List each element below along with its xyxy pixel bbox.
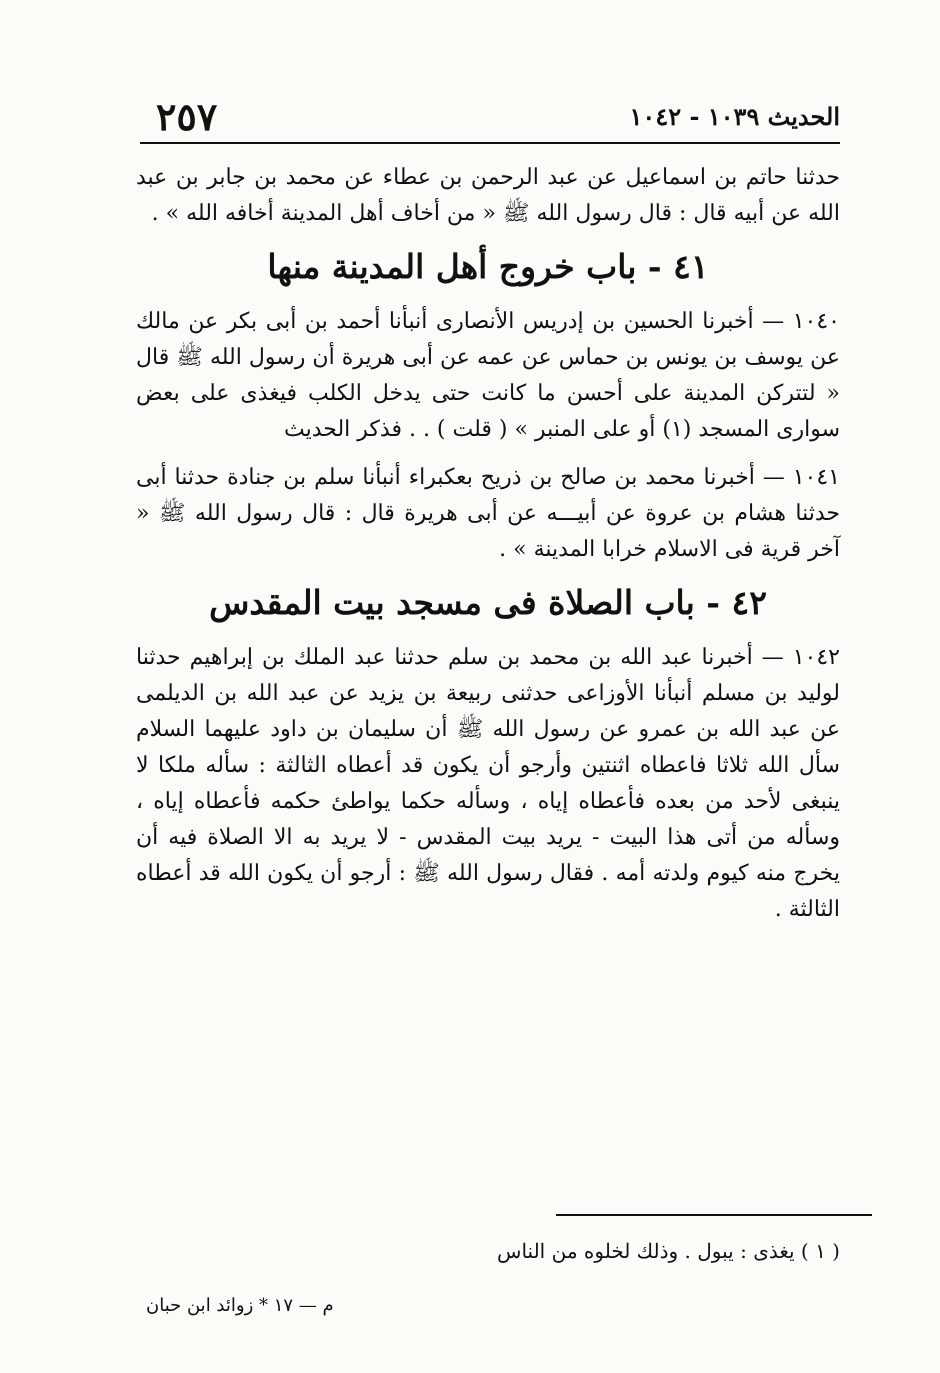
footnote-divider — [556, 1214, 872, 1216]
page-number: ٢٥٧ — [156, 94, 218, 139]
chapter-heading-41: ٤١ - باب خروج أهل المدينة منها — [267, 247, 709, 286]
page-body — [136, 160, 840, 940]
chapter-heading-42: ٤٢ - باب الصلاة فى مسجد بيت المقدس — [209, 583, 767, 622]
hadith-1041: ١٠٤١ — أخبرنا محمد بن صالح بن ذريح بعكبراء أنبأنا سلم بن جنادة حدثنا أبى حدثنا هشام بن عروة عن أبيـــه عن أبى هريرة قال : قال رسول الله ﷺ « آخر قرية فى الاسلام خرابا المدينة » . — [136, 465, 840, 562]
running-title: الحديث ١٠٣٩ - ١٠٤٢ — [629, 102, 840, 131]
signature-mark: م — ١٧ * زوائد ابن حبان — [146, 1295, 334, 1316]
hadith-1040: ١٠٤٠ — أخبرنا الحسين بن إدريس الأنصارى أنبأنا أحمد بن أبى بكر عن مالك عن يوسف بن يونس بن حماس عن عمه عن أبى هريرة أن رسول الله ﷺ قال « لتتركن المدينة على أحسن ما كانت حتى يدخل الكلب فيغذى على بعض سوارى المسجد (١) أو على المنبر » ( قلت ) . . فذكر الحديث — [136, 309, 840, 442]
paragraph-continuation: حدثنا حاتم بن اسماعيل عن عبد الرحمن بن عطاء عن محمد بن جابر بن عبد الله عن أبيه قال : قال رسول الله ﷺ « من أخاف أهل المدينة أخافه الله » . — [136, 165, 840, 226]
hadith-1042: ١٠٤٢ — أخبرنا عبد الله بن محمد بن سلم حدثنا عبد الملك بن إبراهيم حدثنا لوليد بن مسلم أنبأنا الأوزاعى حدثنى ربيعة بن يزيد عن عبد الله بن الديلمى عن عبد الله بن عمرو عن رسول الله ﷺ أن سليمان بن داود عليهما السلام سأل الله ثلاثا فاعطاه اثنتين وأرجو أن يكون قد أعطاه الثالثة : سأله ملكا لا ينبغى لأحد من بعده فأعطاه إياه ، وسأله حكما يواطئ حكمه فأعطاه إياه ، وسأله من أتى هذا البيت - يريد بيت المقدس - لا يريد به الا الصلاة فيه أن يخرج منه كيوم ولدته أمه . فقال رسول الله ﷺ : أرجو أن يكون الله قد أعطاه الثالثة . — [136, 645, 840, 922]
footnote: ( ١ ) يغذى : يبول . وذلك لخلوه من الناس — [497, 1239, 840, 1263]
page-header — [140, 96, 840, 144]
